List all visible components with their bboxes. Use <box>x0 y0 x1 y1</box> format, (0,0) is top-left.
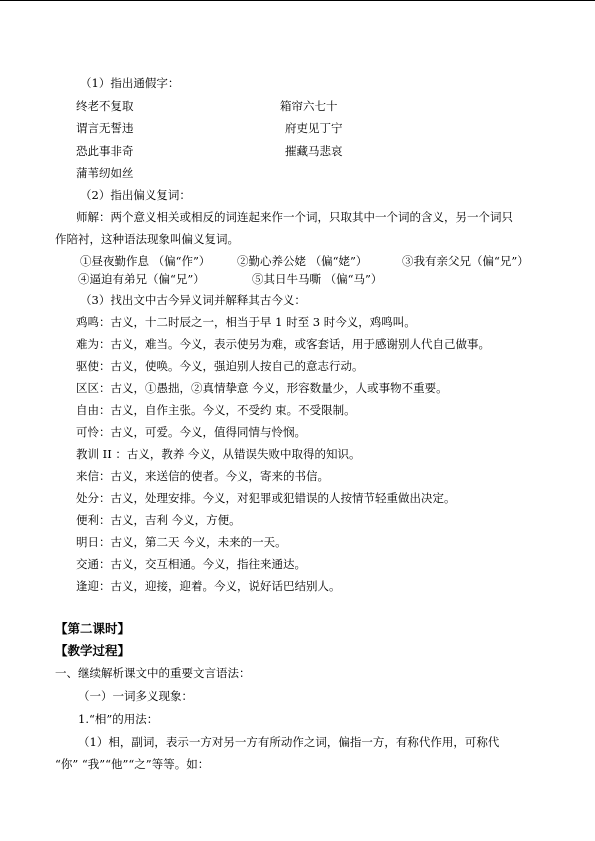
body-line: 一、继续解析课文中的重要文言语法： <box>55 666 251 680</box>
body-line: “你” “我”“他”“之”等等。如： <box>55 757 210 771</box>
example-item: ①昼夜勤作息 （偏“作”） <box>80 254 211 268</box>
example-left: 谓言无誓违 <box>76 121 134 135</box>
list-item: 交通：古义，交互相通。今义，指往来通达。 <box>76 557 306 571</box>
example-item: ⑤其日牛马嘶 （偏“马”） <box>252 272 383 286</box>
list-item: 逢迎：古义，迎接，迎着。今义，说好话巴结别人。 <box>76 579 341 593</box>
explanation-line: 师解：两个意义相关或相反的词连起来作一个词，只取其中一个词的含义，另一个词只 <box>76 210 513 224</box>
example-left: 终老不复取 <box>76 99 134 113</box>
section-title: （1）指出通假字： <box>80 76 180 90</box>
list-item: 来信：古义，来送信的使者。今义，寄来的书信。 <box>76 469 329 483</box>
body-line: （一）一词多义现象： <box>78 689 193 703</box>
example-right: 箱帘六七十 <box>280 99 338 113</box>
list-item: 区区：古义，①愚拙，②真情挚意 今义，形容数量少，人或事物不重要。 <box>76 381 448 395</box>
page-top-rule <box>0 0 595 1</box>
process-heading: 【教学过程】 <box>55 643 131 658</box>
example-left: 蒲苇纫如丝 <box>76 166 134 180</box>
list-item: 明日：古义，第二天 今义，未来的一天。 <box>76 535 287 549</box>
explanation-line: 作陪衬，这种语法现象叫偏义复词。 <box>55 232 239 246</box>
list-item: 鸡鸣：古义，十二时辰之一，相当于早 1 时至 3 时今义，鸡鸣叫。 <box>76 315 416 329</box>
example-right: 摧藏马悲哀 <box>285 144 343 158</box>
example-item: ④逼迫有弟兄（偏“兄”） <box>78 272 205 286</box>
section-title: （3）找出文中古今异义词并解释其古今义： <box>80 293 306 307</box>
body-line: 1.“相”的用法： <box>78 712 159 726</box>
example-left: 恐此事非奇 <box>76 144 134 158</box>
list-item: 驱使：古义，使唤。今义，强迫别人按自己的意志行动。 <box>76 359 364 373</box>
list-item: 难为：古义，难当。今义，表示使另为难，或客套话，用于感谢别人代自己做事。 <box>76 337 490 351</box>
example-item: ③我有亲父兄（偏“兄”） <box>402 254 529 268</box>
list-item: 教训 II ：古义，教养 今义，从错误失败中取得的知识。 <box>76 447 361 461</box>
lesson-heading: 【第二课时】 <box>55 621 131 636</box>
list-item: 自由：古义，自作主张。今义，不受约 束。不受限制。 <box>76 403 356 417</box>
list-item: 便利：古义，吉利 今义，方便。 <box>76 513 241 527</box>
example-item: ②勤心养公姥 （偏“姥”） <box>237 254 368 268</box>
list-item: 处分：古义，处理安排。今义，对犯罪或犯错误的人按情节轻重做出决定。 <box>76 491 456 505</box>
list-item: 可怜：古义，可爱。今义，值得同情与怜悯。 <box>76 425 306 439</box>
section-title: （2）指出偏义复词： <box>80 188 191 202</box>
example-right: 府吏见丁宁 <box>285 121 343 135</box>
body-line: （1）相，副词，表示一方对另一方有所动作之词，偏指一方，有称代作用，可称代 <box>78 735 500 749</box>
